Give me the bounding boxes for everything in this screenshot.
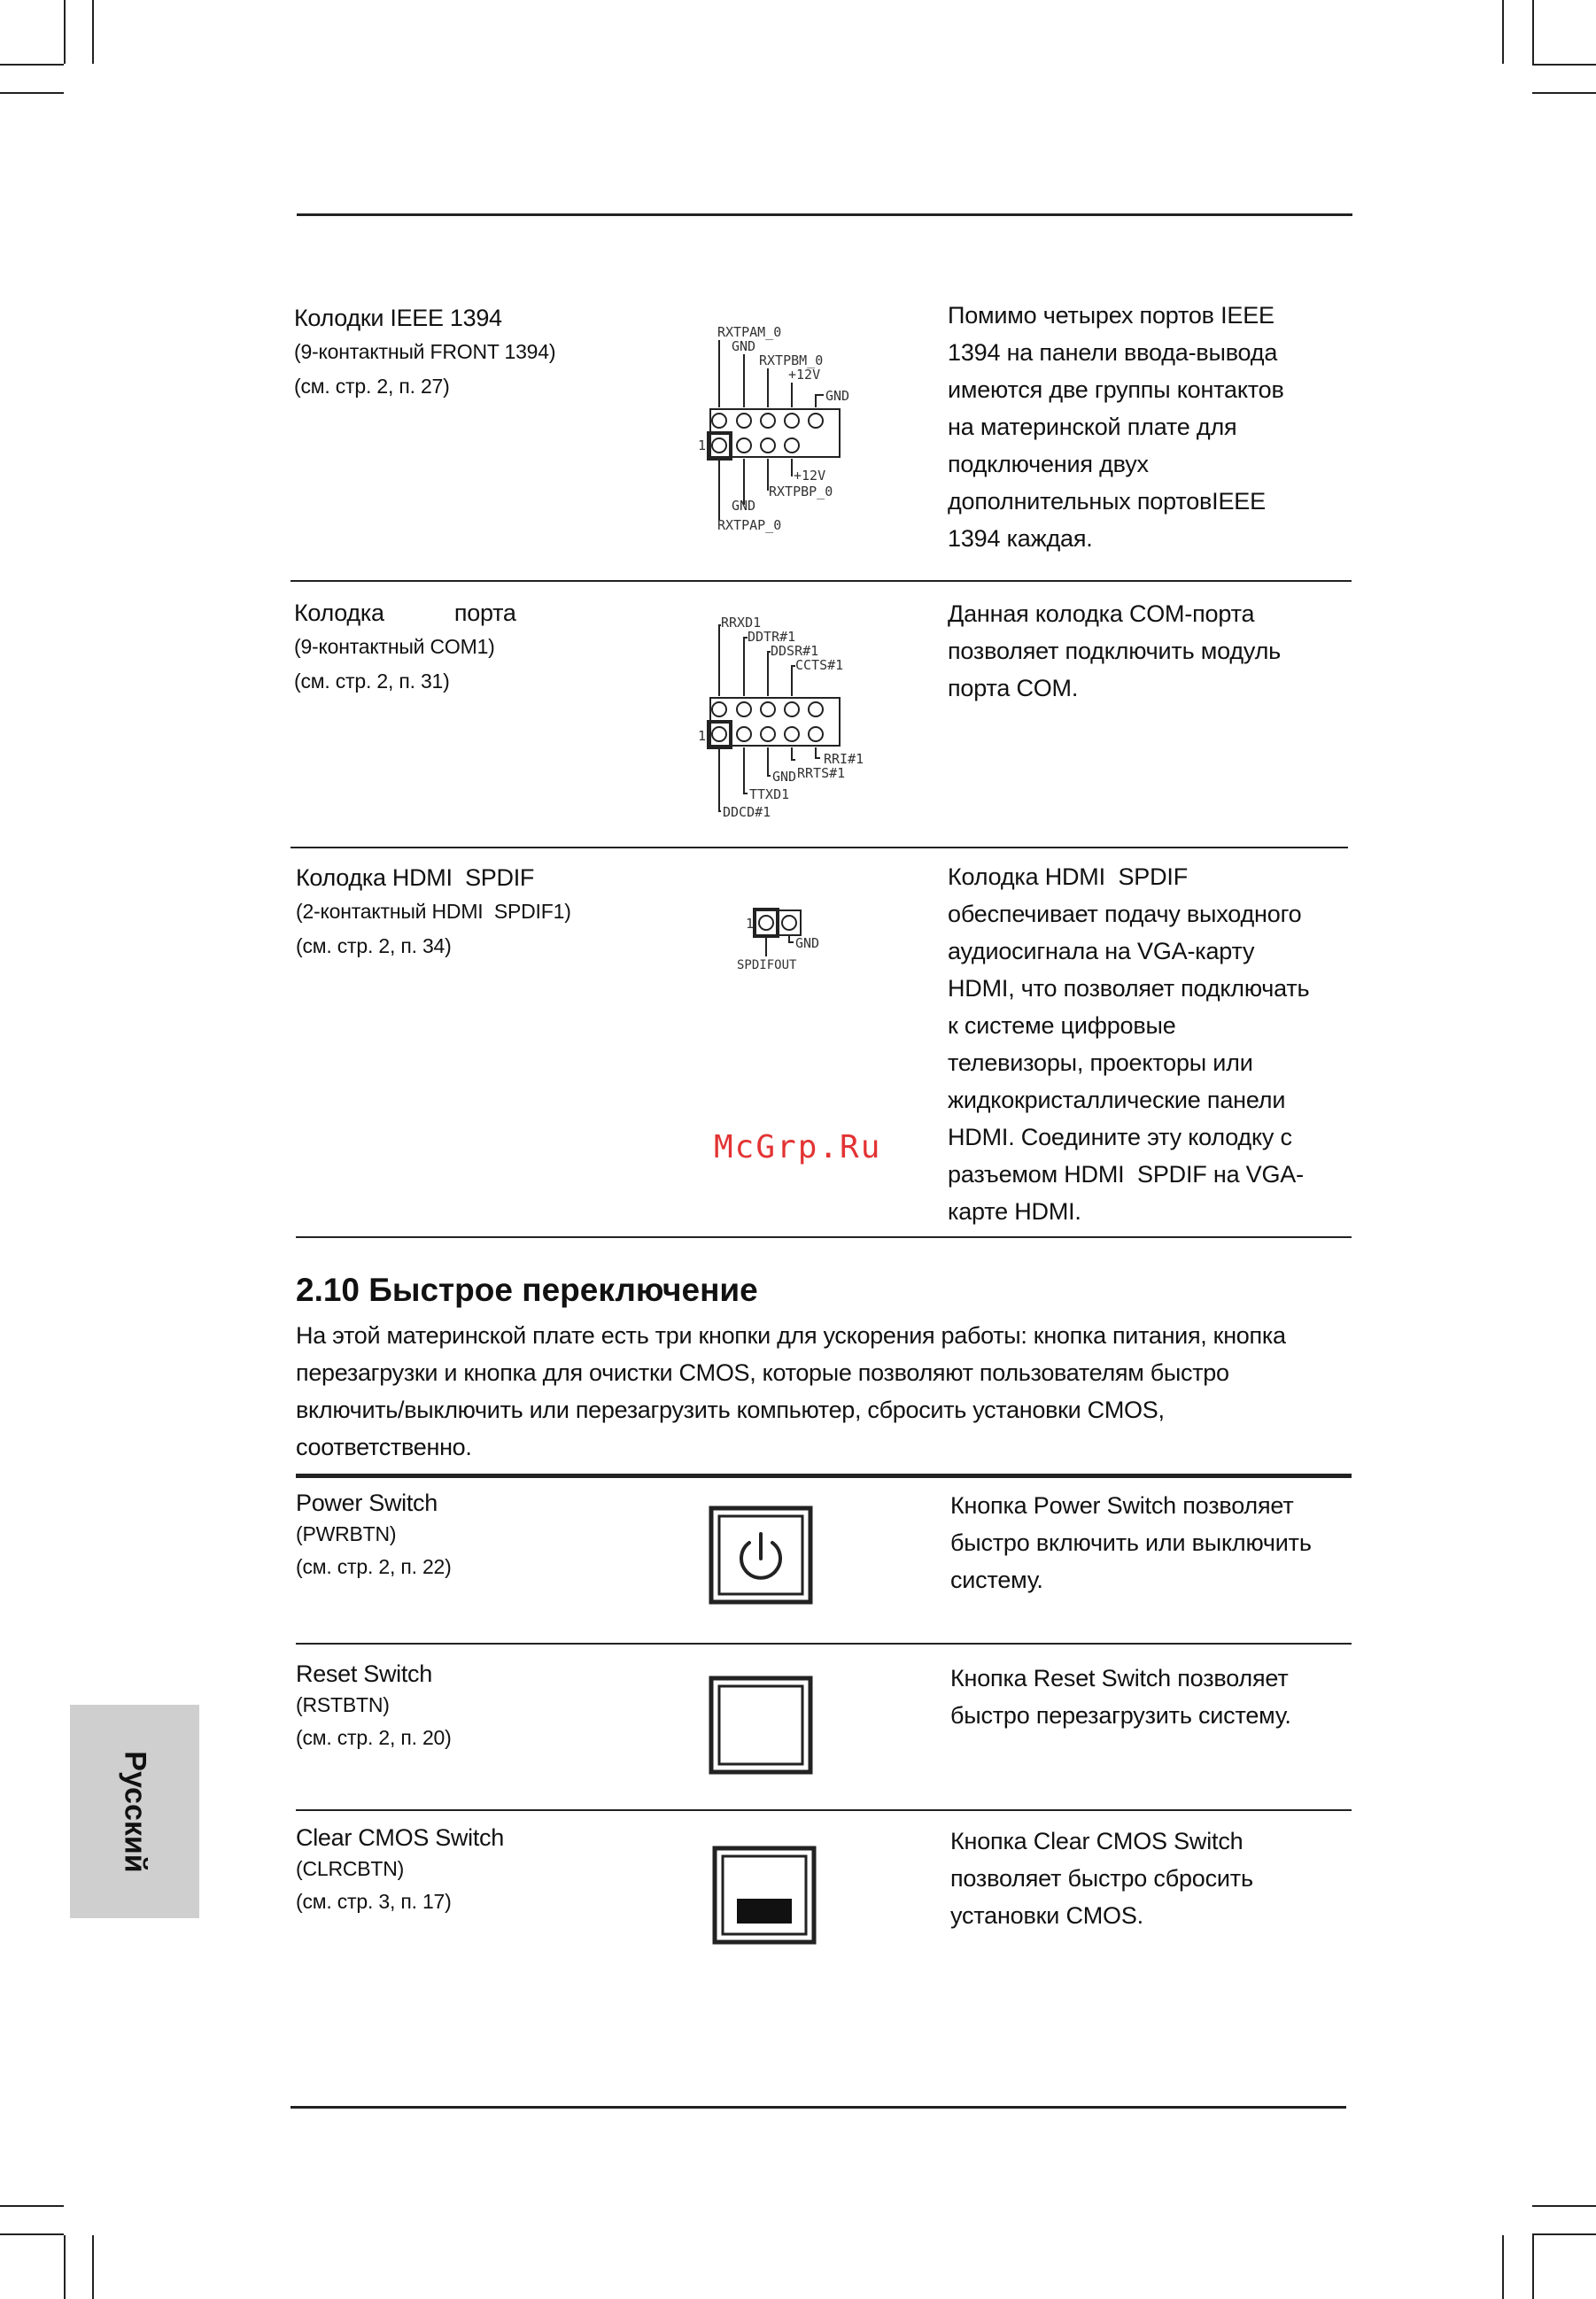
pin-label: +12V (788, 367, 821, 383)
description-line: HDMI. Соедините эту колодку с (948, 1124, 1292, 1150)
clear-cmos-block (296, 1823, 504, 1918)
pin-label: RXTPBP_0 (769, 484, 833, 499)
switch-title: Clear CMOS Switch (296, 1824, 504, 1851)
com-description (948, 595, 1281, 707)
switch-ref: (см. стр. 2, п. 22) (296, 1555, 452, 1578)
description-line: к системе цифровые (948, 1012, 1176, 1039)
pin-label: RXTPBM_0 (759, 352, 824, 368)
crop-mark (1532, 2205, 1596, 2207)
description-line: карте HDMI. (948, 1198, 1081, 1225)
pin-label: RRTS#1 (797, 765, 846, 781)
switch-code: (PWRBTN) (296, 1522, 397, 1545)
section-heading: 2.10 Быстрое переключение (296, 1272, 758, 1308)
switch-title: Power Switch (296, 1490, 438, 1516)
crop-mark (1532, 2235, 1534, 2299)
description-line: Кнопка Power Switch позволяет (950, 1492, 1294, 1519)
section-subtitle: (9-контактный COM1) (294, 635, 495, 658)
header-rule (297, 213, 1352, 216)
section-ref: (см. стр. 2, п. 34) (296, 934, 452, 957)
crop-mark (0, 64, 64, 66)
spdif-pin-diagram (737, 902, 834, 974)
section-subtitle: (2-контактный HDMI SPDIF1) (296, 900, 571, 923)
intro-paragraph (296, 1317, 1286, 1466)
pin-label: GND (732, 498, 756, 514)
intro-line: На этой материнской плате есть три кнопки для ускорения работы: кнопка питания, кнопка (296, 1322, 1286, 1349)
crop-mark (0, 2233, 64, 2235)
description-line: имеются две группы контактов (948, 376, 1284, 403)
description-line: 1394 каждая. (948, 525, 1093, 552)
section-title: Колодка порта (294, 600, 516, 626)
description-line: телевизоры, проекторы или (948, 1049, 1253, 1076)
pin-label: GND (795, 935, 820, 951)
language-tab-label: Русский (118, 1750, 152, 1873)
crop-mark (0, 2205, 64, 2207)
crop-mark (0, 92, 64, 94)
description-line: Данная колодка COM-порта (948, 600, 1255, 627)
switch-code: (CLRCBTN) (296, 1857, 405, 1880)
intro-line: соответственно. (296, 1434, 472, 1460)
switch-title: Reset Switch (296, 1660, 432, 1687)
description-line: Кнопка Clear CMOS Switch (950, 1828, 1243, 1854)
pin-label: CCTS#1 (795, 657, 844, 673)
description-line: 1394 на панели ввода-вывода (948, 339, 1278, 366)
crop-mark (64, 2235, 66, 2299)
pin-one-label: 1 (698, 728, 707, 744)
description-line: систему. (950, 1567, 1043, 1593)
description-line: HDMI, что позволяет подключать (948, 975, 1310, 1002)
intro-line: перезагрузки и кнопка для очистки CMOS, которые позволяют пользователям быстро (296, 1359, 1229, 1386)
crop-mark (1532, 92, 1596, 94)
clear-cmos-description (950, 1823, 1253, 1934)
spdif-description (948, 858, 1309, 1230)
crop-mark (1532, 2233, 1596, 2235)
intro-line: включить/выключить или перезагрузить компьютер, сбросить установки CMOS, (296, 1397, 1165, 1423)
section-divider (296, 1809, 1352, 1811)
crop-mark (92, 0, 94, 64)
pin-label: TTXD1 (749, 786, 790, 802)
clear-cmos-icon (712, 1846, 817, 1945)
pin-label: SPDIFOUT (737, 958, 797, 972)
section-divider (296, 1236, 1352, 1238)
reset-switch-block (296, 1659, 452, 1754)
section-ref: (см. стр. 2, п. 27) (294, 375, 450, 398)
description-line: Колодка HDMI SPDIF (948, 863, 1189, 890)
power-icon (709, 1506, 813, 1605)
pin-label: DDSR#1 (771, 643, 819, 659)
pin-label: +12V (794, 468, 826, 484)
description-line: позволяет быстро сбросить (950, 1865, 1253, 1892)
ieee1394-pin-diagram (691, 321, 868, 542)
pin-label: RRI#1 (824, 751, 864, 767)
watermark: McGrp.Ru (714, 1129, 882, 1165)
section-subtitle: (9-контактный FRONT 1394) (294, 340, 556, 363)
switch-ref: (см. стр. 3, п. 17) (296, 1890, 452, 1913)
pin-one-label: 1 (746, 916, 755, 932)
com-header-block (294, 598, 516, 698)
description-line: быстро включить или выключить (950, 1529, 1312, 1556)
switch-ref: (см. стр. 2, п. 20) (296, 1726, 452, 1749)
language-side-tab (70, 1705, 199, 1918)
pin-label: GND (732, 338, 756, 354)
pin-label: GND (772, 769, 797, 785)
crop-mark (1532, 64, 1596, 66)
section-divider (291, 847, 1348, 848)
pin-label: RXTPAM_0 (717, 324, 782, 340)
power-switch-block (296, 1488, 452, 1583)
description-line: на материнской плате для (948, 414, 1237, 440)
description-line: позволяет подключить модуль (948, 638, 1282, 664)
description-line: быстро перезагрузить систему. (950, 1702, 1291, 1729)
section-divider (296, 1643, 1352, 1645)
description-line: разъемом HDMI SPDIF на VGA- (948, 1161, 1304, 1188)
section-divider (291, 580, 1352, 582)
ieee1394-header-block (294, 303, 555, 403)
crop-mark (1502, 0, 1504, 64)
description-line: жидкокристаллические панели (948, 1087, 1286, 1113)
thick-divider (296, 1474, 1352, 1478)
ieee1394-description (948, 297, 1284, 557)
reset-switch-description (950, 1660, 1291, 1734)
crop-mark (1502, 2235, 1504, 2299)
power-switch-description (950, 1487, 1312, 1598)
section-ref: (см. стр. 2, п. 31) (294, 670, 450, 693)
description-line: обеспечивает подачу выходного (948, 901, 1302, 927)
description-line: аудиосигнала на VGA-карту (948, 938, 1255, 964)
pin-label: RXTPAP_0 (717, 517, 782, 533)
description-line: Кнопка Reset Switch позволяет (950, 1665, 1289, 1691)
description-line: дополнительных портовIEEE (948, 488, 1266, 515)
pin-label: DDCD#1 (723, 804, 771, 820)
footer-rule (291, 2106, 1346, 2109)
section-title: Колодки IEEE 1394 (294, 305, 502, 331)
description-line: Помимо четырех портов IEEE (948, 302, 1274, 329)
pin-label: RRXD1 (721, 615, 762, 631)
spdif-header-block (296, 863, 571, 963)
crop-mark (64, 0, 66, 64)
reset-square-icon (709, 1676, 813, 1775)
crop-mark (92, 2235, 94, 2299)
description-line: установки CMOS. (950, 1902, 1143, 1929)
section-title: Колодка HDMI SPDIF (296, 864, 535, 891)
switch-code: (RSTBTN) (296, 1693, 390, 1716)
pin-one-label: 1 (698, 437, 707, 453)
pin-label: GND (825, 388, 850, 404)
description-line: подключения двух (948, 451, 1149, 477)
com-pin-diagram (691, 611, 886, 832)
pin-label: DDTR#1 (748, 629, 796, 645)
crop-mark (1532, 0, 1534, 64)
description-line: порта COM. (948, 675, 1079, 701)
